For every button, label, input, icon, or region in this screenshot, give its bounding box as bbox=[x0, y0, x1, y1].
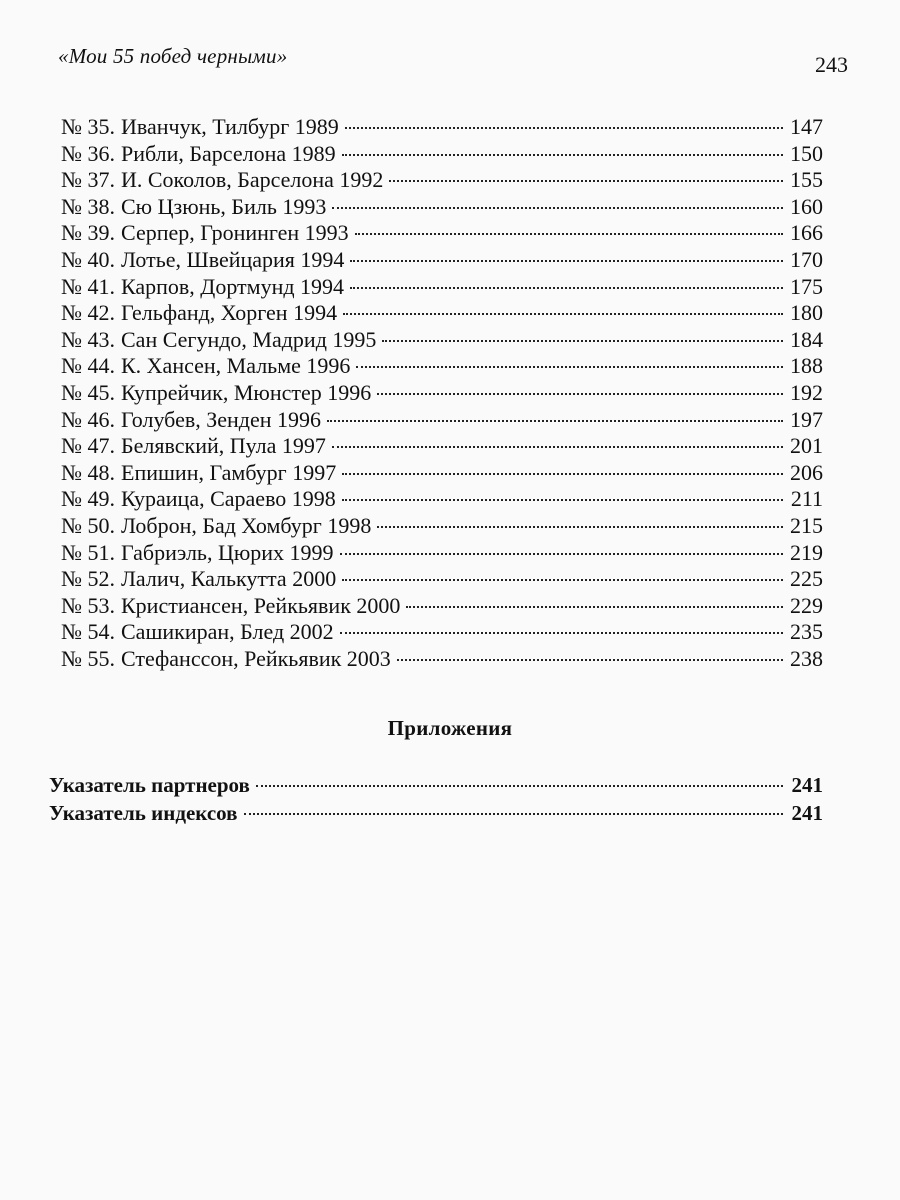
dot-leader bbox=[342, 473, 783, 475]
toc-entry-title: Габриэль, Цюрих 1999 bbox=[121, 539, 334, 565]
toc-entry-title: Гельфанд, Хорген 1994 bbox=[121, 300, 338, 326]
dot-leader bbox=[345, 127, 783, 129]
toc-entry-page: 215 bbox=[790, 512, 823, 538]
toc-entry-title: Сашикиран, Блед 2002 bbox=[121, 619, 334, 645]
appendix-entry-page: 241 bbox=[791, 773, 823, 797]
toc-entry-title: Белявский, Пула 1997 bbox=[121, 433, 326, 459]
appendix-entry-title: Указатель партнеров bbox=[49, 773, 250, 797]
table-of-contents bbox=[61, 114, 823, 672]
toc-entry-title: Купрейчик, Мюнстер 1996 bbox=[121, 379, 372, 405]
toc-entry-number: № 54. bbox=[61, 619, 115, 645]
toc-entry-number: № 38. bbox=[61, 193, 115, 219]
toc-entry-title: Лоброн, Бад Хомбург 1998 bbox=[121, 512, 372, 538]
dot-leader bbox=[342, 579, 783, 581]
toc-entry-title: Кураица, Сараево 1998 bbox=[121, 486, 336, 512]
dot-leader bbox=[397, 659, 783, 661]
dot-leader bbox=[382, 340, 783, 342]
dot-leader bbox=[356, 366, 783, 368]
toc-entry-number: № 44. bbox=[61, 353, 115, 379]
toc-entry bbox=[61, 407, 823, 434]
toc-entry bbox=[61, 274, 823, 301]
dot-leader bbox=[244, 813, 784, 815]
toc-entry-number: № 36. bbox=[61, 140, 115, 166]
toc-entry-page: 150 bbox=[790, 140, 823, 166]
toc-entry-page: 211 bbox=[790, 486, 823, 512]
toc-entry bbox=[61, 460, 823, 487]
appendix-entry bbox=[49, 800, 823, 828]
dot-leader bbox=[342, 499, 783, 501]
toc-entry-page: 170 bbox=[790, 246, 823, 272]
toc-entry-title: И. Соколов, Барселона 1992 bbox=[121, 167, 384, 193]
toc-entry-page: 155 bbox=[790, 167, 823, 193]
toc-entry bbox=[61, 247, 823, 274]
dot-leader bbox=[355, 233, 783, 235]
toc-entry-number: № 53. bbox=[61, 592, 115, 618]
dot-leader bbox=[332, 207, 783, 209]
dot-leader bbox=[342, 154, 783, 156]
toc-entry-title: Лалич, Калькутта 2000 bbox=[121, 566, 337, 592]
toc-entry-number: № 40. bbox=[61, 246, 115, 272]
toc-entry-page: 175 bbox=[790, 273, 823, 299]
toc-entry-title: Сю Цзюнь, Биль 1993 bbox=[121, 193, 327, 219]
toc-entry-title: Епишин, Гамбург 1997 bbox=[121, 459, 337, 485]
toc-entry-number: № 41. bbox=[61, 273, 115, 299]
toc-entry bbox=[61, 353, 823, 380]
toc-entry-title: Карпов, Дортмунд 1994 bbox=[121, 273, 345, 299]
toc-entry-page: 201 bbox=[790, 433, 823, 459]
toc-entry-page: 238 bbox=[790, 645, 823, 671]
dot-leader bbox=[350, 287, 783, 289]
toc-entry-page: 225 bbox=[790, 566, 823, 592]
toc-entry-page: 166 bbox=[790, 220, 823, 246]
toc-entry-page: 229 bbox=[790, 592, 823, 618]
toc-entry-number: № 37. bbox=[61, 167, 115, 193]
toc-entry-page: 197 bbox=[790, 406, 823, 432]
toc-entry bbox=[61, 540, 823, 567]
appendix-entry-title: Указатель индексов bbox=[49, 801, 238, 825]
toc-entry-page: 180 bbox=[790, 300, 823, 326]
toc-entry-number: № 39. bbox=[61, 220, 115, 246]
appendix-list bbox=[49, 772, 823, 828]
toc-entry bbox=[61, 114, 823, 141]
appendix-entry-page: 241 bbox=[791, 801, 823, 825]
toc-entry bbox=[61, 566, 823, 593]
toc-entry bbox=[61, 513, 823, 540]
running-title: «Мои 55 побед черными» bbox=[58, 44, 288, 68]
toc-entry-title: Серпер, Гронинген 1993 bbox=[121, 220, 349, 246]
toc-entry bbox=[61, 433, 823, 460]
toc-entry-number: № 35. bbox=[61, 114, 115, 139]
dot-leader bbox=[377, 526, 783, 528]
toc-entry bbox=[61, 380, 823, 407]
appendix-heading: Приложения bbox=[387, 716, 513, 740]
toc-entry-page: 192 bbox=[790, 379, 823, 405]
toc-entry-title: Лотье, Швейцария 1994 bbox=[121, 246, 345, 272]
toc-entry-page: 147 bbox=[790, 114, 823, 139]
toc-entry-title: Голубев, Зенден 1996 bbox=[121, 406, 322, 432]
toc-entry-number: № 52. bbox=[61, 566, 115, 592]
toc-entry-title: К. Хансен, Мальме 1996 bbox=[121, 353, 351, 379]
toc-entry-page: 219 bbox=[790, 539, 823, 565]
toc-entry bbox=[61, 167, 823, 194]
toc-entry-title: Стефанссон, Рейкьявик 2003 bbox=[121, 645, 391, 671]
toc-entry-title: Сан Сегундо, Мадрид 1995 bbox=[121, 326, 377, 352]
toc-entry-number: № 50. bbox=[61, 512, 115, 538]
dot-leader bbox=[327, 420, 783, 422]
toc-entry bbox=[61, 486, 823, 513]
toc-entry-title: Иванчук, Тилбург 1989 bbox=[121, 114, 339, 139]
toc-entry-number: № 46. bbox=[61, 406, 115, 432]
page-number: 243 bbox=[815, 52, 848, 77]
toc-entry-number: № 55. bbox=[61, 645, 115, 671]
toc-entry bbox=[61, 619, 823, 646]
dot-leader bbox=[340, 632, 783, 634]
toc-entry-title: Кристиансен, Рейкьявик 2000 bbox=[121, 592, 401, 618]
toc-entry-number: № 43. bbox=[61, 326, 115, 352]
toc-entry-page: 206 bbox=[790, 459, 823, 485]
toc-entry-number: № 42. bbox=[61, 300, 115, 326]
toc-entry bbox=[61, 220, 823, 247]
toc-entry-title: Рибли, Барселона 1989 bbox=[121, 140, 336, 166]
toc-entry bbox=[61, 194, 823, 221]
toc-entry-page: 184 bbox=[790, 326, 823, 352]
dot-leader bbox=[332, 446, 783, 448]
toc-entry bbox=[61, 327, 823, 354]
toc-entry-number: № 49. bbox=[61, 486, 115, 512]
toc-entry bbox=[61, 141, 823, 168]
toc-entry-number: № 48. bbox=[61, 459, 115, 485]
toc-entry bbox=[61, 300, 823, 327]
appendix-entry bbox=[49, 772, 823, 800]
toc-entry-page: 235 bbox=[790, 619, 823, 645]
toc-entry bbox=[61, 593, 823, 620]
dot-leader bbox=[406, 606, 783, 608]
dot-leader bbox=[343, 313, 783, 315]
toc-entry-number: № 51. bbox=[61, 539, 115, 565]
dot-leader bbox=[377, 393, 783, 395]
toc-entry-page: 160 bbox=[790, 193, 823, 219]
toc-entry bbox=[61, 646, 823, 673]
toc-entry-number: № 45. bbox=[61, 379, 115, 405]
dot-leader bbox=[340, 553, 783, 555]
dot-leader bbox=[389, 180, 783, 182]
toc-entry-page: 188 bbox=[790, 353, 823, 379]
dot-leader bbox=[256, 785, 783, 787]
toc-entry-number: № 47. bbox=[61, 433, 115, 459]
dot-leader bbox=[350, 260, 783, 262]
